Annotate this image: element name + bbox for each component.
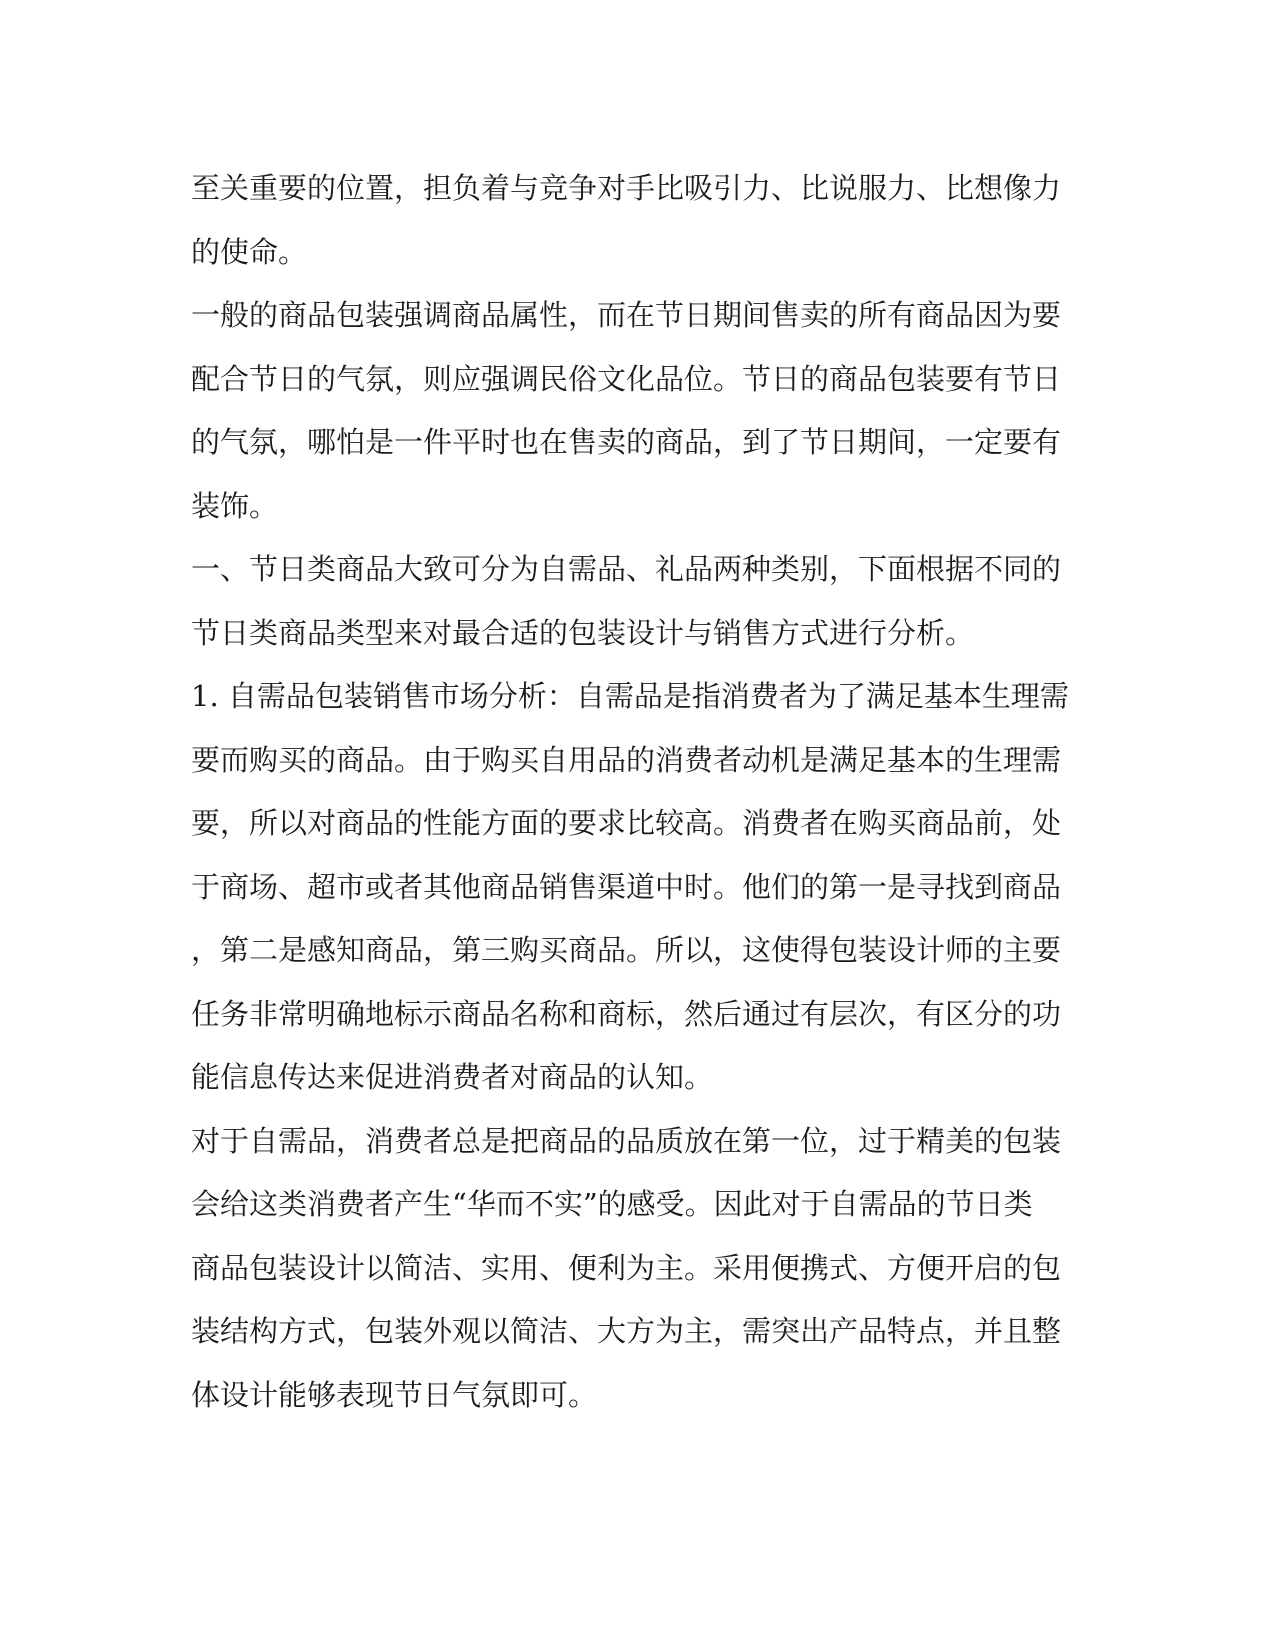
text-line: 要而购买的商品。由于购买自用品的消费者动机是满足基本的生理需 <box>191 742 1062 777</box>
text-line: 任务非常明确地标示商品名称和商标，然后通过有层次，有区分的功 <box>191 996 1062 1031</box>
text-line: 的气氛，哪怕是一件平时也在售卖的商品，到了节日期间，一定要有 <box>191 425 1062 459</box>
text-line: 一般的商品包装强调商品属性，而在节日期间售卖的所有商品因为要 <box>191 298 1062 332</box>
body-text <box>191 157 1071 1427</box>
text-line: 商品包装设计以简洁、实用、便利为主。采用便携式、方便开启的包 <box>191 1250 1062 1285</box>
text-line: 装饰。 <box>191 488 279 523</box>
text-line: 对于自需品，消费者总是把商品的品质放在第一位，过于精美的包装 <box>191 1123 1062 1158</box>
text-line: 于商场、超市或者其他商品销售渠道中时。他们的第一是寻找到商品 <box>191 869 1062 904</box>
text-line: 会给这类消费者产生“华而不实”的感受。因此对于自需品的节日类 <box>191 1187 1033 1221</box>
text-line: 能信息传达来促进消费者对商品的认知。 <box>191 1060 714 1094</box>
text-line: 一、节日类商品大致可分为自需品、礼品两种类别，下面根据不同的 <box>191 552 1062 586</box>
text-line: ，第二是感知商品，第三购买商品。所以，这使得包装设计师的主要 <box>191 933 1062 967</box>
text-line: 节日类商品类型来对最合适的包装设计与销售方式进行分析。 <box>191 615 975 650</box>
text-line: 要，所以对商品的性能方面的要求比较高。消费者在购买商品前，处 <box>191 806 1062 840</box>
text-line: 至关重要的位置，担负着与竞争对手比吸引力、比说服力、比想像力 <box>191 171 1062 205</box>
text-line: 配合节日的气氛，则应强调民俗文化品位。节日的商品包装要有节日 <box>191 361 1062 396</box>
text-line: 装结构方式，包装外观以简洁、大方为主，需突出产品特点，并且整 <box>191 1314 1062 1348</box>
text-line: 体设计能够表现节日气氛即可。 <box>191 1377 598 1412</box>
text-line: 1. 自需品包装销售市场分析：自需品是指消费者为了满足基本生理需 <box>191 679 1069 713</box>
text-line: 的使命。 <box>191 234 308 269</box>
